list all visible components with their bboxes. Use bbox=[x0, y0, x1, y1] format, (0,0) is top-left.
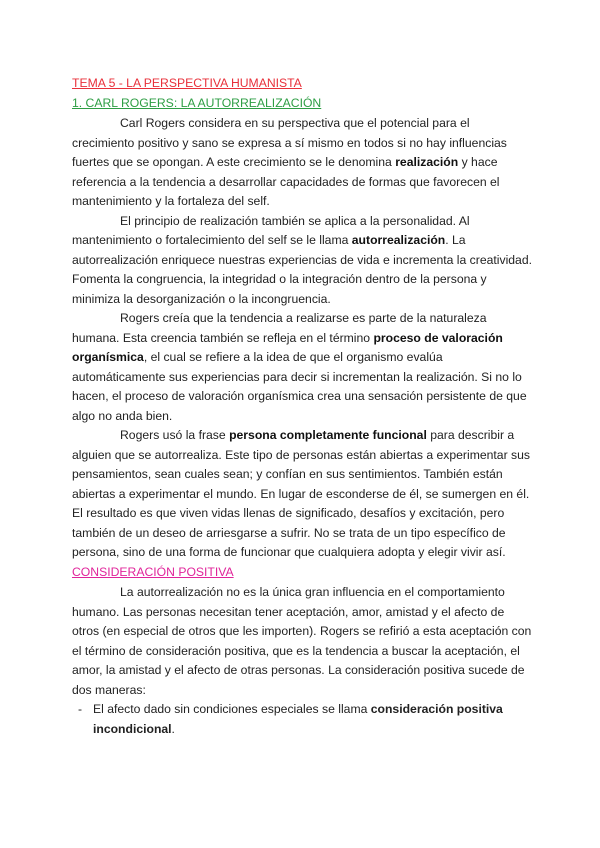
list-item bbox=[72, 700, 534, 739]
paragraph-text: Rogers usó la frase bbox=[120, 428, 230, 442]
paragraph-text: . La autorrealización enriquece nuestras experiencias de vida e incrementa la creatividad. Fomenta la congruencia, la integridad o la integración dentro de la persona y minimiza la desorganización o la incongruencia. bbox=[72, 233, 533, 306]
bold-term-valoracion: proceso de valoración organísmica bbox=[72, 330, 503, 364]
list-item-text: . bbox=[171, 721, 175, 736]
dash-bullet: - bbox=[78, 702, 83, 716]
section-heading-rogers: 1. CARL ROGERS: LA AUTORREALIZACIÓN bbox=[72, 95, 322, 110]
paragraph-text: El principio de realización también se aplica a la personalidad. Al mantenimiento o fortalecimiento del self se le llama bbox=[72, 213, 470, 247]
document-page bbox=[72, 74, 534, 739]
bullet-list bbox=[72, 700, 534, 739]
bold-term-consideracion-incondicional: consideración positiva incondicional bbox=[93, 702, 503, 736]
bold-term-persona-funcional: persona completamente funcional bbox=[229, 428, 427, 442]
paragraph-text: para describir a alguien que se autorrealiza. Este tipo de personas están abiertas a experimentar sus pensamientos, sean cuales sean; y confían en sus sentimientos. También están abiertas a experimentar el mundo. En lugar de esconderse de él, se sumergen en él. El resultado es que viven vidas llenas de significado, desafíos y excitación, pero también de un deseo de arriesgarse a sufrir. No se trata de un tipo específico de persona, sino de una forma de funcionar que cualquiera adopta y elegir vivir así. bbox=[72, 428, 530, 559]
paragraph-valoracion-organismica bbox=[72, 309, 534, 426]
section-heading-consideracion: CONSIDERACIÓN POSITIVA bbox=[72, 564, 234, 579]
document-title: TEMA 5 - LA PERSPECTIVA HUMANISTA bbox=[72, 76, 302, 90]
paragraph-text: Rogers creía que la tendencia a realizarse es parte de la naturaleza humana. Esta creencia también se refleja en el término bbox=[72, 311, 487, 345]
paragraph-text: y hace referencia a la tendencia a desarrollar capacidades de formas que favorecen el mantenimiento y la fortaleza del self. bbox=[72, 155, 500, 208]
bold-term-realizacion: realización bbox=[395, 155, 459, 169]
paragraph-text: Carl Rogers considera en su perspectiva que el potencial para el crecimiento positivo y sano se expresa a sí mismo en todos si no hay influencias fuertes que se opongan. A este crecimiento se le denomina bbox=[72, 116, 507, 169]
bold-term-autorrealizacion: autorrealización bbox=[351, 233, 446, 247]
paragraph-realizacion bbox=[72, 114, 534, 212]
paragraph-consideracion-positiva: La autorrealización no es la única gran influencia en el comportamiento humano. Las personas necesitan tener aceptación, amor, amistad y el afecto de otros (en especial de otros que les importen). Rogers se refirió a esta aceptación con el término de consideración positiva, que es la tendencia a buscar la aceptación, el amor, la amistad y el afecto de otras personas. La consideración positiva sucede de dos maneras: bbox=[72, 585, 532, 697]
paragraph-autorrealizacion bbox=[72, 212, 534, 310]
paragraph-persona-funcional bbox=[72, 426, 534, 563]
paragraph-text: , el cual se refiere a la idea de que el organismo evalúa automáticamente sus experiencias para decir si incrementan la realización. Si no lo hacen, el proceso de valoración organísmica crea una sensación persistente de que algo no anda bien. bbox=[72, 350, 527, 423]
list-item-text: El afecto dado sin condiciones especiales se llama bbox=[93, 702, 371, 716]
